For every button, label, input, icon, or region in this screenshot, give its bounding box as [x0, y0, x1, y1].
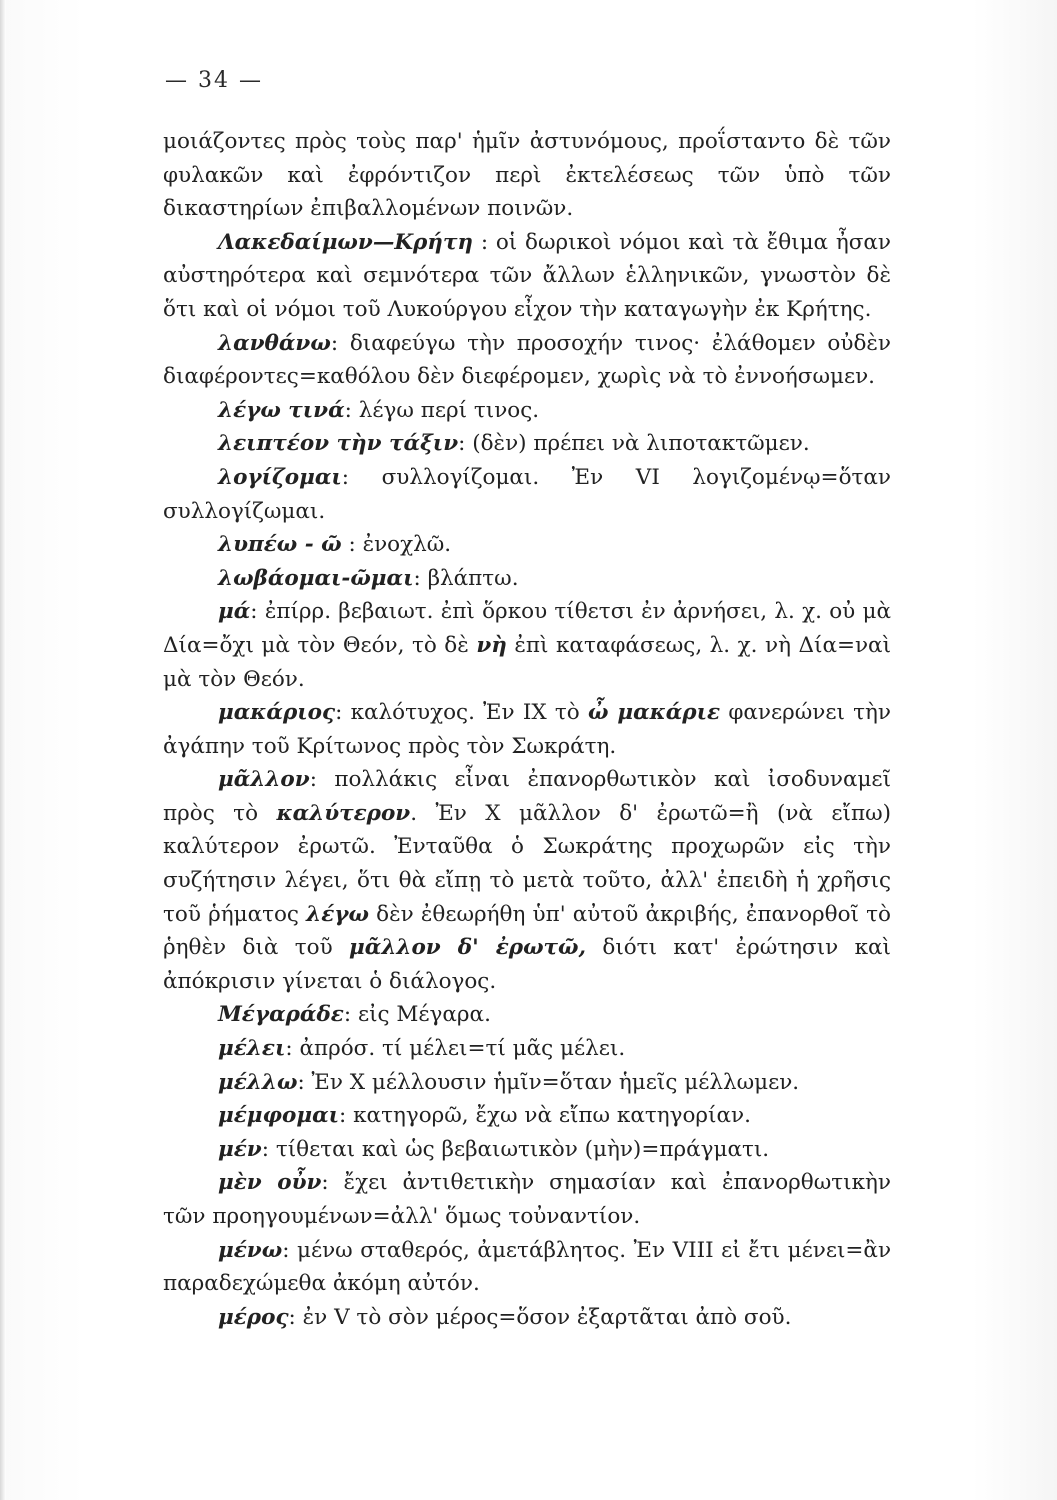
entry-headword: μᾶλλον — [218, 767, 310, 793]
glossary-entry — [163, 327, 891, 394]
glossary-entry — [163, 696, 891, 763]
entry-separator: : — [473, 229, 496, 255]
entry-definition: φανερώνει τὴν ἀγάπην τοῦ Κρίτωνος πρὸς τὸν Σωκράτη. — [163, 700, 891, 759]
entry-definition: συλλογίζομαι. Ἐν VI λογιζομένῳ=ὅταν συλλογίζωμαι. — [163, 464, 891, 524]
entry-headword: Λακεδαίμων—Κρήτη — [218, 229, 474, 255]
entry-definition: οἱ δωρικοὶ νόμοι καὶ τὰ ἔθιμα ἦσαν αὐστηρότερα καὶ σεμνότερα τῶν ἄλλων ἑλληνικῶν, γνωστὸν δὲ ὅτι καὶ οἱ νόμοι τοῦ Λυκούργου εἶχον τὴν καταγωγὴν ἐκ Κρήτης. — [163, 229, 891, 322]
entry-definition: λέγω περί τινος. — [358, 397, 540, 423]
entry-separator: : — [250, 599, 265, 625]
glossary-entry — [163, 1133, 891, 1167]
entry-headword: μέν — [218, 1136, 262, 1162]
entry-definition: εἰς Μέγαρα. — [357, 1002, 491, 1028]
entry-headword: λειπτέον τὴν τάξιν — [218, 431, 459, 457]
entry-separator: : — [297, 1069, 312, 1095]
entry-definition: διαφεύγω τὴν προσοχήν τινος· ἐλάθομεν οὐδὲν διαφέροντες=καθόλου δὲν διεφέρομεν, χωρὶς νὰ τὸ ἐννοήσωμεν. — [163, 330, 891, 390]
entry-definition: . Ἐν X μᾶλλον δ' ἐρωτῶ=ἢ (νὰ εἴπω) καλύτερον ἐρωτῶ. Ἐνταῦθα ὁ Σωκράτης προχωρῶν εἰς τὴν συζήτησιν λέγει, ὅτι θὰ εἴπῃ τὸ μετὰ τοῦτο, ἀλλ' ἐπειδὴ ἡ χρῆσις τοῦ ῥήματος — [163, 800, 891, 927]
entry-headword: μέμφομαι — [218, 1103, 340, 1129]
entry-separator: : — [339, 1103, 354, 1129]
entry-separator: : — [343, 1002, 358, 1028]
entry-separator: : — [458, 431, 473, 457]
entry-definition: μένω σταθερός, ἀμετάβλητος. Ἐν VIII εἰ ἔτι μένει=ἂν παραδεχώμεθα ἀκόμη αὐτόν. — [163, 1237, 892, 1297]
glossary-entry — [163, 1066, 891, 1100]
glossary-entry — [163, 763, 891, 998]
entry-separator: : — [288, 1304, 303, 1330]
entry-definition: (δὲν) πρέπει νὰ λιποτακτῶμεν. — [472, 431, 810, 457]
entry-separator: : — [261, 1136, 276, 1162]
entry-headword: μά — [218, 599, 251, 625]
glossary-entry — [163, 1099, 891, 1133]
entry-definition: ἔχει ἀντιθετικὴν σημασίαν καὶ ἐπανορθωτικὴν τῶν προηγουμένων=ἀλλ' ὅμως τοὐναντίον. — [163, 1170, 891, 1229]
entry-separator: : — [282, 1237, 297, 1263]
entry-headword: μένω — [218, 1237, 283, 1263]
entry-headword: λωβάομαι-ῶμαι — [218, 565, 414, 591]
glossary-entry — [163, 1234, 891, 1301]
entry-headword: μέλλω — [218, 1069, 298, 1095]
glossary-entry — [163, 595, 891, 696]
entry-definition: βλάπτω. — [427, 565, 519, 591]
page-edge-shadow — [0, 0, 6, 1500]
entry-definition: τίθεται καὶ ὡς βεβαιωτικὸν (μὴν)=πράγματι. — [275, 1136, 770, 1162]
entry-definition: Ἐν X μέλλουσιν ἡμῖν=ὅταν ἡμεῖς μέλλωμεν. — [311, 1069, 800, 1095]
glossary-entry — [163, 998, 891, 1032]
continued-paragraph: μοιάζοντες πρὸς τοὺς παρ' ἡμῖν ἀστυνόμους, προΐσταντο δὲ τῶν φυλακῶν καὶ ἐφρόντιζον περὶ ἐκτελέσεως τῶν ὑπὸ τῶν δικαστηρίων ἐπιβαλλομένων ποινῶν. — [163, 129, 891, 222]
entry-headword: μέλει — [218, 1036, 286, 1062]
inline-emphasis: μᾶλλον δ' ἐρωτῶ, — [349, 935, 586, 961]
entry-separator: : — [330, 330, 350, 356]
inline-emphasis: καλύτερον — [276, 800, 411, 826]
entry-headword: μὲν οὖν — [218, 1170, 322, 1196]
entry-definition: καλότυχος. Ἐν IX τὸ — [350, 700, 588, 726]
entry-headword: μακάριος — [218, 700, 336, 726]
entry-definition: πολλάκις εἶναι ἐπανορθωτικὸν καὶ ἰσοδυναμεῖ πρὸς τὸ — [163, 767, 891, 826]
entry-separator: : — [341, 464, 382, 490]
entry-definition: ἀπρόσ. τί μέλει=τί μᾶς μέλει. — [299, 1036, 626, 1062]
entry-separator: : — [285, 1036, 300, 1062]
entry-headword: λανθάνω — [218, 330, 331, 356]
entry-separator: : — [309, 767, 335, 793]
entry-headword: λέγω τινά — [218, 397, 345, 423]
entry-separator: : — [413, 565, 428, 591]
entry-separator: : — [341, 532, 363, 558]
inline-emphasis: ὦ μακάριε — [587, 700, 721, 726]
entry-headword: λυπέω - ῶ — [218, 532, 342, 558]
glossary-entry — [163, 226, 891, 327]
entry-definition: ἐνοχλῶ. — [362, 532, 452, 558]
glossary-entry — [163, 1032, 891, 1066]
inline-emphasis: νὴ — [476, 632, 507, 658]
inline-emphasis: λέγω — [306, 901, 369, 927]
entry-headword: λογίζομαι — [218, 464, 342, 490]
entry-definition: ἐπὶ καταφάσεως, λ. χ. νὴ Δία=ναὶ μὰ τὸν Θεόν. — [163, 632, 891, 692]
page-number: — 34 — — [165, 68, 263, 93]
glossary-text — [163, 125, 891, 1334]
glossary-entry — [163, 1166, 891, 1233]
entry-definition: διότι κατ' ἐρώτησιν καὶ ἀπόκρισιν γίνεται ὁ διάλογος. — [163, 935, 891, 994]
entry-separator: : — [335, 700, 351, 726]
entry-definition: κατηγορῶ, ἔχω νὰ εἴπω κατηγορίαν. — [353, 1103, 751, 1129]
glossary-entry — [163, 528, 891, 562]
glossary-entry — [163, 1301, 891, 1335]
glossary-entry — [163, 394, 891, 428]
entry-definition: δὲν ἐθεωρήθη ὑπ' αὐτοῦ ἀκριβής, ἐπανορθοῖ τὸ ῥηθὲν διὰ τοῦ — [163, 901, 891, 961]
entry-definition: ἐπίρρ. βεβαιωτ. ἐπὶ ὅρκου τίθετσι ἐν ἀρνήσει, λ. χ. οὐ μὰ Δία=ὄχι μὰ τὸν Θεόν, τὸ δὲ — [163, 599, 891, 658]
glossary-entry — [163, 461, 891, 528]
entry-headword: μέρος — [218, 1304, 289, 1330]
glossary-entry — [163, 562, 891, 596]
entry-definition: ἐν V τὸ σὸν μέρος=ὅσον ἐξαρτᾶται ἀπὸ σοῦ. — [302, 1304, 792, 1330]
entry-separator: : — [344, 397, 359, 423]
glossary-entry — [163, 427, 891, 461]
entry-separator: : — [321, 1170, 344, 1196]
entry-headword: Μέγαράδε — [218, 1002, 344, 1028]
